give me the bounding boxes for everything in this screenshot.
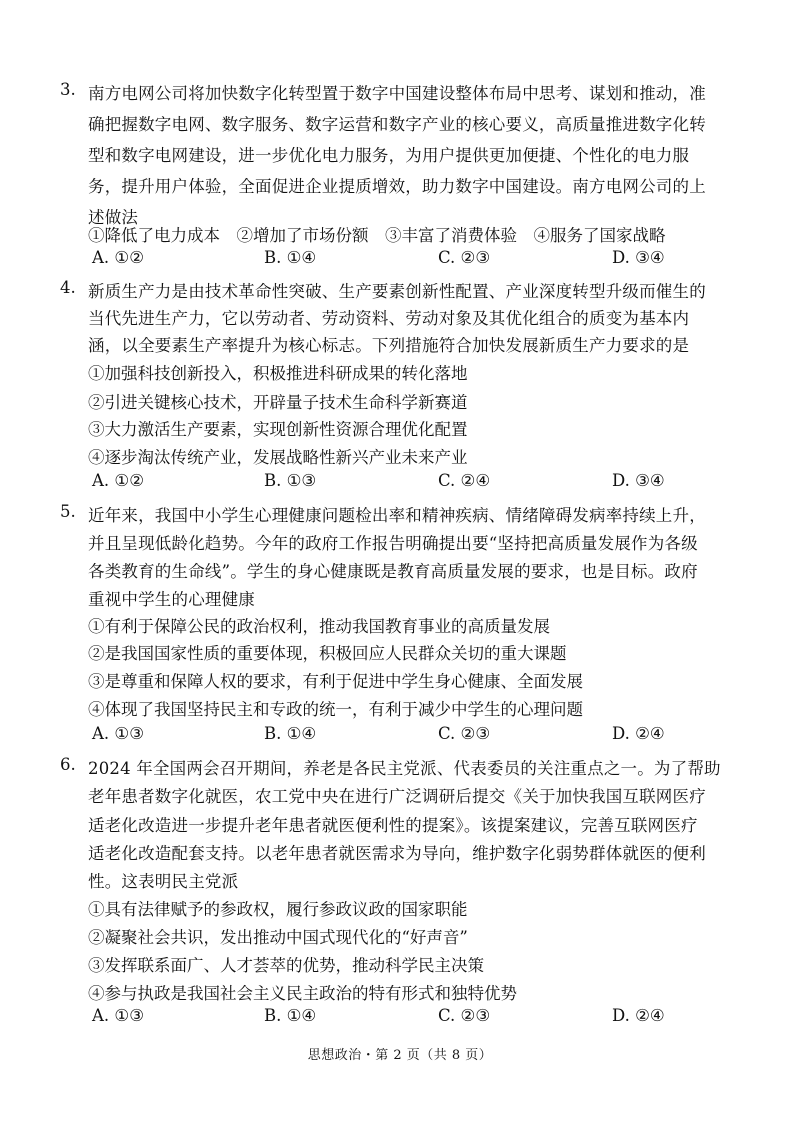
question-stem-line: 务，提升用户体验，全面促进企业提质增效，助力数字中国建设。南方电网公司的上 <box>88 177 706 196</box>
option-d: D. ②④ <box>612 724 665 743</box>
question-number: 3. <box>60 80 76 99</box>
option-a: A. ①② <box>92 248 144 267</box>
question-stem-line: 涵，以全要素生产率提升为核心标志。下列措施符合加快发展新质生产力要求的是 <box>88 336 690 355</box>
question-number: 4. <box>60 278 76 297</box>
question-stem-line: 适老化改造配套支持。以老年患者就医需求为导向，维护数字化弱势群体就医的便利 <box>88 844 706 863</box>
statement-line: ②引进关键核心技术，开辟量子技术生命科学新赛道 <box>88 393 468 412</box>
question-stem-line: 老年患者数字化就医，农工党中央在进行广泛调研后提交《关于加快我国互联网医疗 <box>88 787 706 806</box>
option-d: D. ③④ <box>612 471 665 490</box>
option-b: B. ①④ <box>264 1006 317 1025</box>
question-stem-line: 当代先进生产力，它以劳动者、劳动资料、劳动对象及其优化组合的质变为基本内 <box>88 309 690 328</box>
option-a: A. ①③ <box>92 724 144 743</box>
statement-line: ④逐步淘汰传统产业，发展战略性新兴产业未来产业 <box>88 448 468 467</box>
option-b: B. ①④ <box>264 724 317 743</box>
question-stem-line: 重视中学生的心理健康 <box>88 590 255 609</box>
statement-line: ③发挥联系面广、人才荟萃的优势，推动科学民主决策 <box>88 956 484 975</box>
option-c: C. ②③ <box>438 1006 491 1025</box>
question-number: 6. <box>60 755 76 774</box>
statement-line: ④体现了我国坚持民主和专政的统一，有利于减少中学生的心理问题 <box>88 700 583 719</box>
option-c: C. ②③ <box>438 724 491 743</box>
question-stem-line: 性。这表明民主党派 <box>88 872 239 891</box>
question-stem-line: 确把握数字电网、数字服务、数字运营和数字产业的核心要义，高质量推进数字化转 <box>88 115 706 134</box>
option-b: B. ①③ <box>264 471 317 490</box>
statement-line: ③大力激活生产要素，实现创新性资源合理优化配置 <box>88 420 468 439</box>
question-stem-line: 各类教育的生命线”。学生的身心健康既是教育高质量发展的要求，也是目标。政府 <box>88 562 698 581</box>
option-c: C. ②③ <box>438 248 491 267</box>
option-d: D. ②④ <box>612 1006 665 1025</box>
option-b: B. ①④ <box>264 248 317 267</box>
page-footer: 思想政治・第 2 页（共 8 页） <box>307 1048 493 1063</box>
option-d: D. ③④ <box>612 248 665 267</box>
question-stem-line: 并且呈现低龄化趋势。今年的政府工作报告明确提出要“坚持把高质量发展作为各级 <box>88 534 698 553</box>
option-a: A. ①③ <box>92 1006 144 1025</box>
statement-line: ④参与执政是我国社会主义民主政治的特有形式和独特优势 <box>88 984 517 1003</box>
question-stem-line: 述做法 <box>88 208 139 227</box>
question-stem-line: 适老化改造进一步提升老年患者就医便利性的提案》。该提案建议，完善互联网医疗 <box>88 816 698 835</box>
statement-line: ①加强科技创新投入，积极推进科研成果的转化落地 <box>88 364 468 383</box>
statement-line: ②是我国国家性质的重要体现，积极回应人民群众关切的重大课题 <box>88 644 567 663</box>
question-stem-line: 南方电网公司将加快数字化转型置于数字中国建设整体布局中思考、谋划和推动，准 <box>88 84 706 103</box>
statement-line: ①有利于保障公民的政治权利，推动我国教育事业的高质量发展 <box>88 617 550 636</box>
statement-line: ②凝聚社会共识，发出推动中国式现代化的“好声音” <box>88 928 468 947</box>
statement-line: ③是尊重和保障人权的要求，有利于促进中学生身心健康、全面发展 <box>88 672 583 691</box>
statement-line: ①降低了电力成本 ②增加了市场份额 ③丰富了消费体验 ④服务了国家战略 <box>88 226 666 245</box>
question-stem-line: 2024 年全国两会召开期间，养老是各民主党派、代表委员的关注重点之一。为了帮助 <box>88 759 721 778</box>
statement-line: ①具有法律赋予的参政权，履行参政议政的国家职能 <box>88 900 468 919</box>
question-stem-line: 新质生产力是由技术革命性突破、生产要素创新性配置、产业深度转型升级而催生的 <box>88 282 706 301</box>
question-stem-line: 近年来，我国中小学生心理健康问题检出率和精神疾病、情绪障碍发病率持续上升， <box>88 506 706 525</box>
option-a: A. ①② <box>92 471 144 490</box>
question-number: 5. <box>60 502 76 521</box>
option-c: C. ②④ <box>438 471 491 490</box>
question-stem-line: 型和数字电网建设，进一步优化电力服务，为用户提供更加便捷、个性化的电力服 <box>88 146 690 165</box>
